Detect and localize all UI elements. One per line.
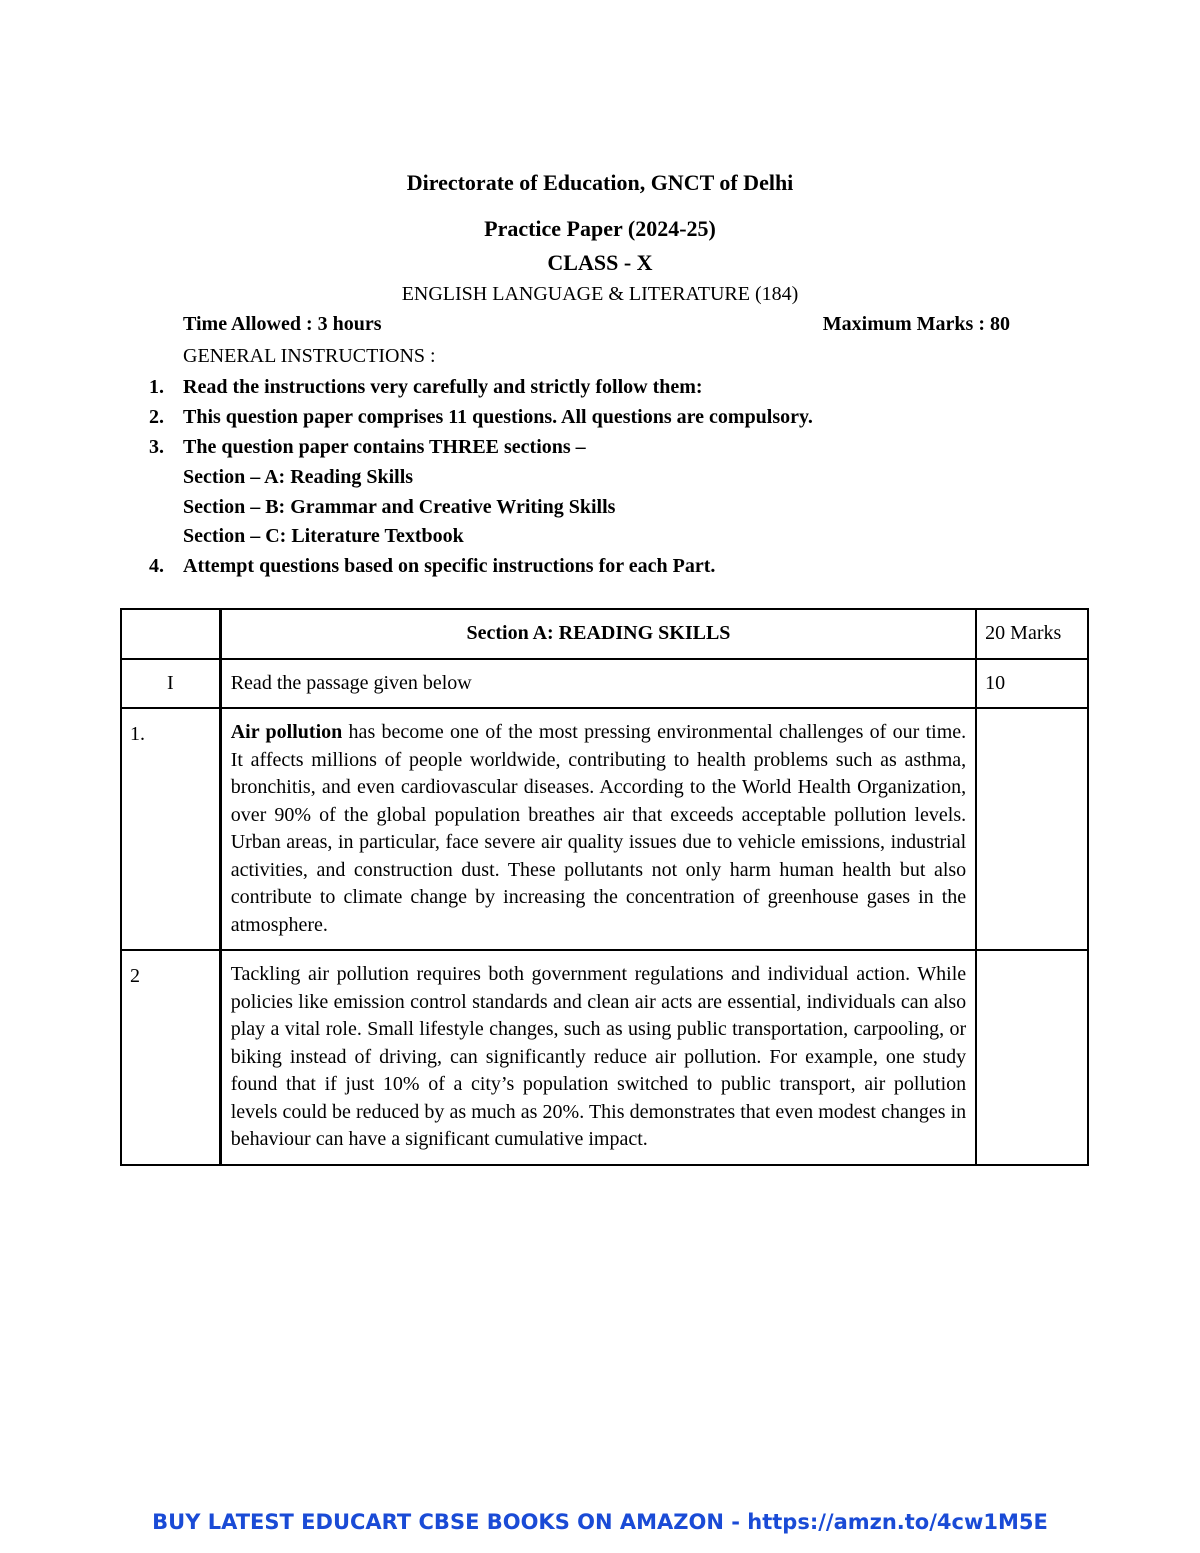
row-instruction: Read the passage given below [230,671,472,694]
class-title: CLASS - X [547,250,653,275]
reading-section-table [120,608,1089,1166]
section-a-text: Section – A: Reading Skills [183,466,414,488]
section-b-text: Section – B: Grammar and Creative Writing Skills [183,496,616,518]
table-cell [220,609,976,659]
table-row [121,950,1088,1165]
table-cell [121,950,220,1165]
table-cell [220,659,976,709]
instruction-item [149,555,716,578]
paragraph-number: 1. [130,723,145,745]
instruction-text: The question paper contains THREE sections – [183,436,586,458]
general-instructions-heading: GENERAL INSTRUCTIONS : [183,345,436,367]
table-row [121,659,1088,709]
time-allowed: Time Allowed : 3 hours [183,313,382,335]
instruction-number: 4. [149,555,164,577]
section-list-item [183,496,615,519]
passage-paragraph-1 [222,709,975,949]
row-number: I [167,671,174,694]
section-list-item [183,466,413,489]
instruction-item [149,406,813,429]
instruction-text: Attempt questions based on specific instructions for each Part. [183,555,716,577]
table-cell-empty [976,950,1088,1165]
footer-advertisement-link[interactable]: BUY LATEST EDUCART CBSE BOOKS ON AMAZON - https://amzn.to/4cw1M5E [152,1510,1048,1534]
section-marks: 20 Marks [985,622,1062,644]
instruction-text: Read the instructions very carefully and strictly follow them: [183,376,703,398]
table-row [121,708,1088,950]
paragraph-number: 2 [130,965,140,987]
row-marks: 10 [985,671,1006,694]
table-cell [121,659,220,709]
paragraph-lead: Air pollution [230,721,343,743]
table-cell [220,950,976,1165]
table-cell-empty [976,708,1088,950]
table-cell-empty [121,609,220,659]
section-c-text: Section – C: Literature Textbook [183,525,464,547]
instruction-number: 3. [149,436,164,458]
instruction-number: 1. [149,376,164,398]
section-title: Section A: READING SKILLS [466,622,731,644]
table-cell [976,609,1088,659]
table-cell [220,708,976,950]
table-cell [121,708,220,950]
subject-title: ENGLISH LANGUAGE & LITERATURE (184) [401,283,799,305]
table-header-row [121,609,1088,659]
instruction-item [149,376,703,399]
instruction-text: This question paper comprises 11 questions. All questions are compulsory. [183,406,813,428]
organization-title: Directorate of Education, GNCT of Delhi [406,170,794,195]
paper-title: Practice Paper (2024-25) [484,216,716,241]
instruction-number: 2. [149,406,164,428]
table-cell [976,659,1088,709]
paragraph-text: has become one of the most pressing environmental challenges of our time. It affects millions of people worldwide, contributing to health problems such as asthma, bronchitis, and even cardiovascular diseases. According to the World Health Organization, over 90% of the global population breathes air that exceeds acceptable pollution levels. Urban areas, in particular, face severe air quality issues due to vehicle emissions, industrial activities, and construction dust. These pollutants not only harm human health but also contribute to climate change by increasing the concentration of greenhouse gases in the atmosphere. [230,721,967,936]
instruction-item [149,436,586,459]
section-list-item [183,525,464,548]
passage-paragraph-2: Tackling air pollution requires both government regulations and individual action. While policies like emission control standards and clean air acts are essential, individuals can also play a vital role. Small lifestyle changes, such as using public transportation, carpooling, or biking instead of driving, can significantly reduce air pollution. For example, one study found that if just 10% of a city’s population switched to public transport, air pollution levels could be reduced by as much as 20%. This demonstrates that even modest changes in behaviour can have a significant cumulative impact. [230,963,967,1150]
maximum-marks: Maximum Marks : 80 [822,313,1010,335]
